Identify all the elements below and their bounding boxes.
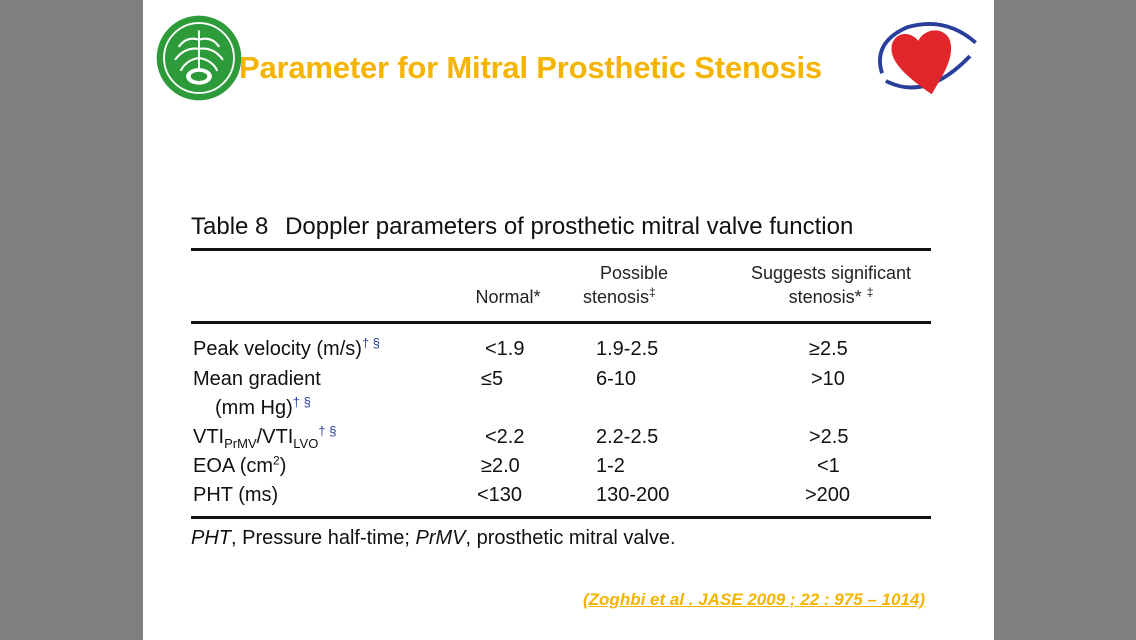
table-header bbox=[191, 251, 931, 324]
citation: (Zoghbi et al . JASE 2009 ; 22 : 975 – 1014) bbox=[583, 590, 926, 609]
row-pht-param: PHT (ms) bbox=[193, 484, 279, 506]
row-mean-gradient-normal: ≤5 bbox=[481, 368, 504, 390]
row-vti-significant: >2.5 bbox=[809, 426, 849, 448]
row-peak-velocity-normal: <1.9 bbox=[485, 338, 525, 360]
university-emblem-icon bbox=[153, 12, 245, 104]
row-vti-normal: <2.2 bbox=[485, 426, 525, 448]
row-pht-significant: >200 bbox=[805, 484, 851, 506]
row-eoa-normal: ≥2.0 bbox=[481, 455, 520, 477]
table-caption bbox=[191, 210, 931, 251]
row-eoa-param: EOA $(cm^2)$ bbox=[193, 453, 287, 477]
heart-logo-icon bbox=[868, 14, 984, 100]
row-peak-velocity-significant: ≥2.5 bbox=[809, 338, 848, 360]
header-possible-stenosis: Possible stenosis‡ bbox=[583, 263, 669, 307]
row-peak-velocity-param: Peak velocity (m/s)† § bbox=[193, 335, 381, 360]
table-footnote: PHT, Pressure half-time; PrMV, prosthetic mitral valve. bbox=[191, 527, 676, 549]
table-caption-text: Doppler parameters of prosthetic mitral valve function bbox=[285, 213, 854, 240]
row-mean-gradient-possible: 6-10 bbox=[596, 368, 637, 390]
header-significant-stenosis: Suggests significant stenosis* ‡ bbox=[750, 263, 912, 307]
table-number: Table 8 bbox=[191, 213, 269, 240]
doppler-table bbox=[191, 210, 931, 550]
row-pht-possible: 130-200 bbox=[596, 484, 670, 506]
row-mean-gradient-param-unit: (mm Hg)† § bbox=[215, 394, 311, 419]
row-mean-gradient-param: Mean gradient bbox=[193, 368, 321, 390]
row-peak-velocity-possible: 1.9-2.5 bbox=[596, 338, 659, 360]
row-mean-gradient-significant: >10 bbox=[811, 368, 845, 390]
row-pht-normal: <130 bbox=[477, 484, 523, 506]
table-body bbox=[191, 324, 931, 519]
slide bbox=[143, 0, 994, 640]
row-vti-possible: 2.2-2.5 bbox=[596, 426, 659, 448]
row-eoa-significant: <1 bbox=[817, 455, 840, 477]
row-vti-param: $VTI_{PrMV}/VTI_{LVO}^{\dagger \S}$ bbox=[193, 423, 337, 451]
slide-title: Parameter for Mitral Prosthetic Stenosis bbox=[239, 50, 822, 85]
header-normal: Normal* bbox=[475, 287, 541, 307]
row-eoa-possible: 1-2 bbox=[596, 455, 625, 477]
